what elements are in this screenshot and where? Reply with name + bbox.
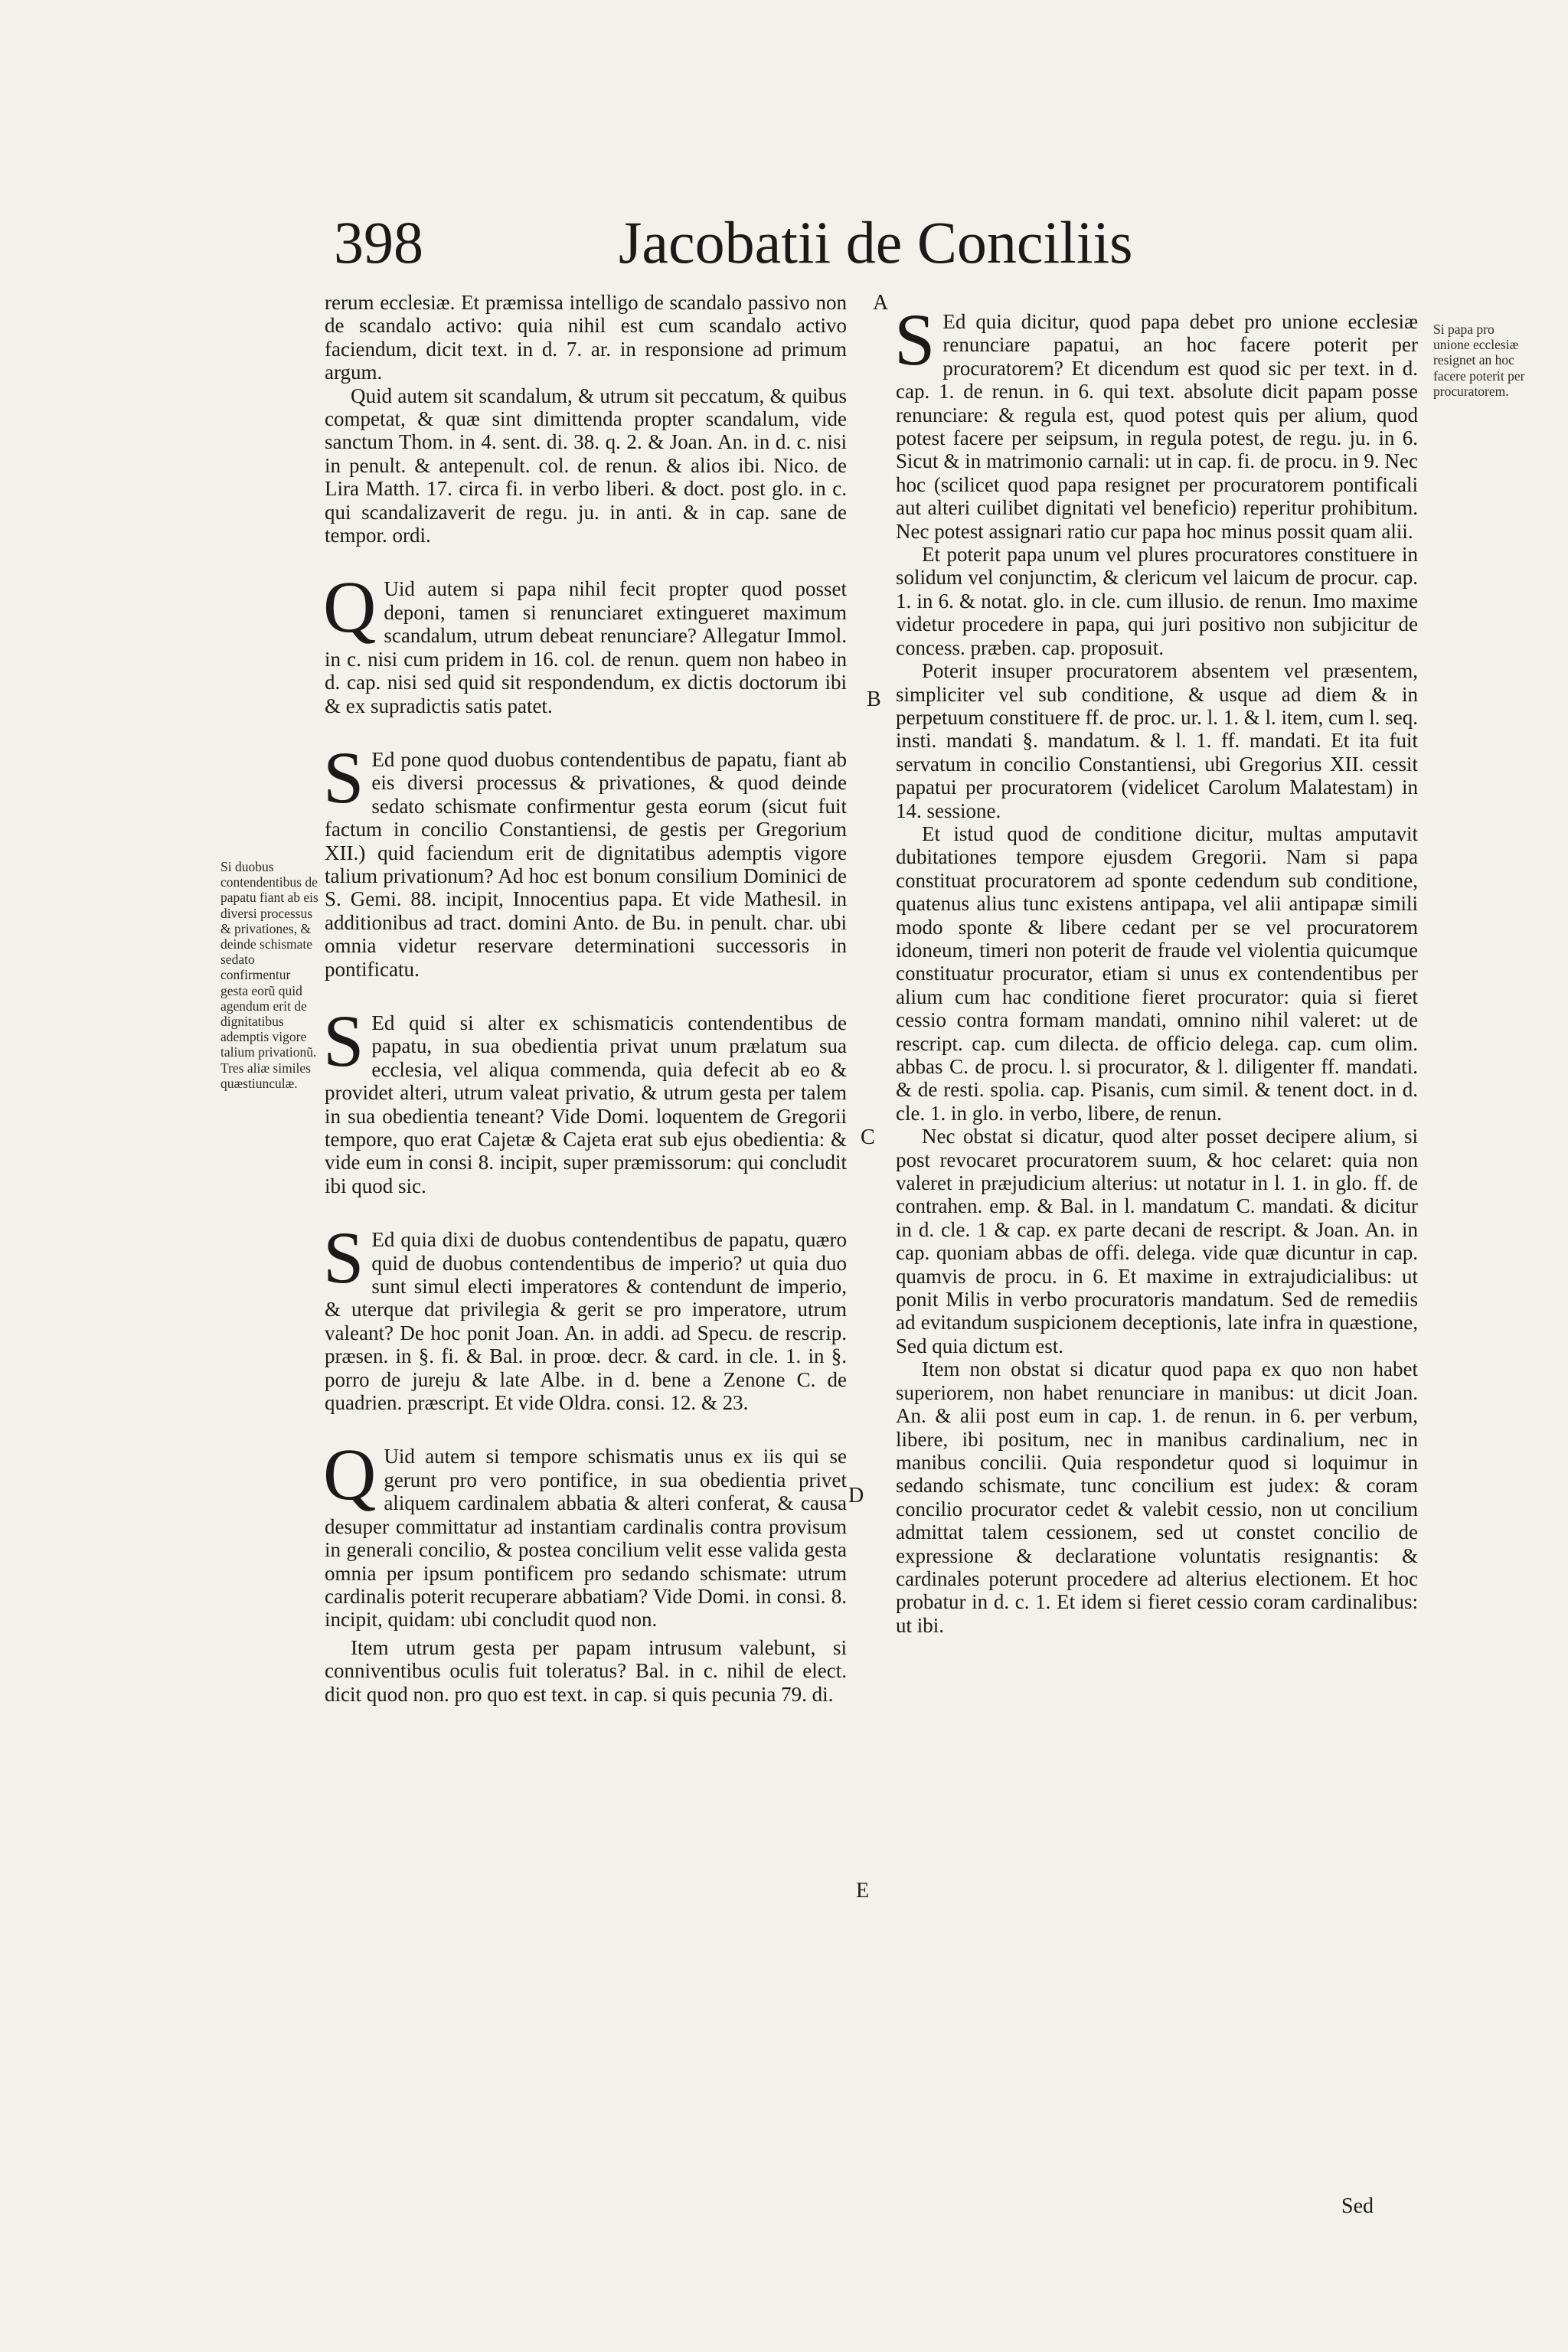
drop-cap: S [894, 299, 936, 381]
left-column [325, 291, 847, 1706]
section-letter-d: D [848, 1484, 864, 1508]
paragraph: Q Uid autem si papa nihil fecit propter quod posset deponi, tamen si renunciaret extingueret maximum scandalum, utrum debeat renunciare? Allegatur Immol. in c. nisi cum pridem in 16. col. de renun. quem non habeo in d. cap. nisi sed quid sit respondendum, ex dictis doctorum ibi & ex supradictis satis patet. [323, 566, 847, 717]
running-title: Jacobatii de Conciliis [619, 209, 1133, 276]
paragraph: Nec obstat si dicatur, quod alter posset decipere alium, si post revocaret procuratorem suum, & hoc celaret: quia non valeret in præjudicium alterius: ut notatur in l. 1. in glo. ff. de contrahen. emp. & Bal. in l. mandatum C. mandati. & dicitur in d. cle. 1 & cap. ex parte decani de rescript. & Joan. An. in cap. quoniam abbas de offi. delega. vide quæ dicuntur in cap. quamvis de procu. in 6. Et maxime in extrajudicialibus: ut ponit Milis in verbo procuratoris mandatum. Sed de remediis ad evitandum suspicionem deceptionis, late infra in quæstione, Sed quia dictum est. [896, 1125, 1418, 1357]
drop-cap: Q [323, 1433, 377, 1516]
section-letter-b: B [867, 688, 881, 711]
drop-cap: S [323, 1217, 364, 1299]
paragraph: rerum ecclesiæ. Et præmissa intelligo de scandalo passivo non de scandalo activo: quia nihil est cum scandalo activo faciendum, dicit text. in d. 7. ar. in responsione ad primum argum. [325, 291, 847, 384]
paragraph: Q Uid autem si tempore schismatis unus ex iis qui se gerunt pro vero pontifice, in sua obedientia privet aliquem cardinalem abbatia & alteri conferat, & causa desuper committatur ad instantiam cardinalis contra provisum in generali concilio, & postea concilium velit esse valida gesta omnia per ipsum pontificem pro sedando schismate: utrum cardinalis poterit recuperare abbatiam? Vide Domi. in consi. 8. incipit, quidam: ubi concludit quod non. [323, 1433, 847, 1632]
paragraph: Poterit insuper procuratorem absentem vel præsentem, simpliciter vel sub conditione, & usque ad diem & in perpetuum constituere ff. de proc. ur. l. 1. & l. item, cum l. seq. insti. mandati §. mandatum. & l. 1. ff. mandati. Et ita fuit servatum in concilio Constantiensi, ubi Gregorius XII. cessit papatui per procuratorem (videlicet Carolum Malatestam) in 14. sessione. [896, 659, 1418, 822]
margin-note-left: Si duobus contendentibus de papatu fiant ab eis diversi processus & privationes, & deinde schismate sedato confirmentur gesta eorũ quid agendum erit de dignitatibus ademptis vigore talium privationũ. Tres aliæ similes quæstiunculæ. [220, 859, 318, 1091]
catchword: Sed [1341, 2194, 1374, 2218]
margin-note-right: Si papa pro unione ecclesiæ resignet an hoc facere poterit per procuratorem. [1433, 322, 1525, 399]
paragraph: S Ed quid si alter ex schismaticis contendentibus de papatu, in sua obedientia privat unum prælatum sua ecclesia, vel aliqua commenda, quia defecit ab eo & providet alteri, utrum valeat privatio, & utrum gesta per talem in sua obedientia teneant? Vide Domi. loquentem de Gregorii tempore, quo erat Cajetæ & Cajeta erat sub ejus obedientia: & vide eum in consi 8. incipit, super præmissorum: qui concludit ibi quod sic. [323, 999, 847, 1197]
page-number: 398 [334, 209, 423, 276]
paragraph: S Ed quia dixi de duobus contendentibus de papatu, quæro quid de duobus contendentibus de imperio? ut quia duo sunt simul electi imperatores & contendunt de imperio, & uterque dat privilegia & gerit se pro imperatore, utrum valeant? De hoc ponit Joan. An. in addi. ad Specu. de rescrip. præsen. in §. fi. & Bal. in proœ. decr. & card. in cle. 1. in §. porro de jureju & late Albe. in d. bene a Zenone C. de quadrien. præscript. Et vide Oldra. consi. 12. & 23. [323, 1217, 847, 1415]
paragraph: Item utrum gesta per papam intrusum valebunt, si conniventibus oculis fuit toleratus? Bal. in c. nihil de elect. dicit quod non. pro quo est text. in cap. si quis pecunia 79. di. [325, 1635, 847, 1706]
drop-cap: S [323, 736, 364, 818]
section-letter-a: A [873, 291, 889, 315]
paragraph: S Ed pone quod duobus contendentibus de papatu, fiant ab eis diversi processus & privationes, & quod deinde sedato schismate confirmentur gesta eorum (sicut fuit factum in concilio Constantiensi, de gestis per Gregorium XII.) quid faciendum erit de dignitatibus ademptis vigore talium privationum? Ad hoc est bonum consilium Dominici de S. Gemi. 88. incipit, Innocentius papa. Et vide Mathesil. in additionibus ad tract. domini Anto. de Bu. in penult. char. ubi omnia videtur reservare determinationi successoris in pontificatu. [323, 736, 847, 981]
page-header [334, 208, 1253, 285]
drop-cap: Q [323, 566, 377, 648]
drop-cap: S [323, 999, 364, 1082]
paragraph: Item non obstat si dicatur quod papa ex quo non habet superiorem, non habet renunciare in manibus: ut dicit Joan. An. & alii post eum in cap. 1. de renun. in 6. per verbum, libere, ibi positum, nec in manibus cardinalium, nec in manibus concilii. Quia respondetur quod si loquimur in sedando schismate, tunc concilium est judex: & coram concilio procurator cedet & valebit cessio, non ut concilium admittat talem cessionem, sed ut constet concilio de expressione & declaratione voluntatis resignantis: & cardinales poterunt procedere ad alterius electionem. Et hoc probatur in d. c. 1. Et idem si fieret cessio coram cardinalibus: ut ibi. [896, 1357, 1418, 1637]
paragraph: S Ed quia dicitur, quod papa debet pro unione ecclesiæ renunciare papatui, an hoc facere poterit per procuratorem? Et dicendum est quod sic per text. in d. cap. 1. de renun. in 6. qui text. absolute dicit papam posse renunciare: & regula est, quod potest quis per alium, quod potest facere per seipsum, in regula potest, de regu. ju. in 6. Sicut & in matrimonio carnali: ut in cap. fi. de procu. in 9. Nec hoc (scilicet quod papa resignet per procuratorem pontificali aut alteri cuilibet dignitati vel beneficio) reperitur prohibitum. Nec potest assignari ratio cur papa hoc minus possit quam alii. [894, 299, 1418, 543]
section-letter-e: E [856, 1879, 870, 1903]
paragraph: Et istud quod de conditione dicitur, multas amputavit dubitationes tempore ejusdem Gregorii. Nam si papa constituat procuratorem ad sponte cedendum sub conditione, quatenus alius tunc existens antipapa, vel alii antipapæ simili modo sponte & libere cedant per se vel procuratorem idoneum, timeri non poterit de fraude vel violentia quicumque constituatur procurator, etiam si unus ex contendentibus per alium cum hac conditione fieret procurator: quia si fieret cessio contra formam mandati, omnino nihil valeret: ut de rescript. cap. cum dilecta. de officio delega. cap. cum olim. abbas C. de procu. l. si procurator, & l. diligenter ff. mandati. & de resti. spolia. cap. Pisanis, cum simil. & tenent doct. in d. cle. 1. in glo. in verbo, libere, de renun. [896, 822, 1418, 1125]
paragraph: Et poterit papa unum vel plures procuratores constituere in solidum vel conjunctim, & clericum vel laicum de procur. cap. 1. in 6. & notat. glo. in cle. cum illusio. de renun. Imo maxime videtur procedere in papa, qui juri positivo non subjicitur de concess. præben. cap. proposuit. [896, 543, 1418, 659]
section-letter-c: C [861, 1125, 875, 1149]
paragraph: Quid autem sit scandalum, & utrum sit peccatum, & quibus competat, & quæ sint dimittenda propter scandalum, vide sanctum Thom. in 4. sent. di. 38. q. 2. & Joan. An. in d. c. nisi in penult. & antepenult. col. de renun. & alios ibi. Nico. de Lira Matth. 17. circa fi. in verbo liberi. & doct. post glo. in c. qui scandalizaverit de regu. ju. in anti. & in cap. sane de tempor. ordi. [325, 384, 847, 547]
right-column [894, 299, 1418, 1637]
